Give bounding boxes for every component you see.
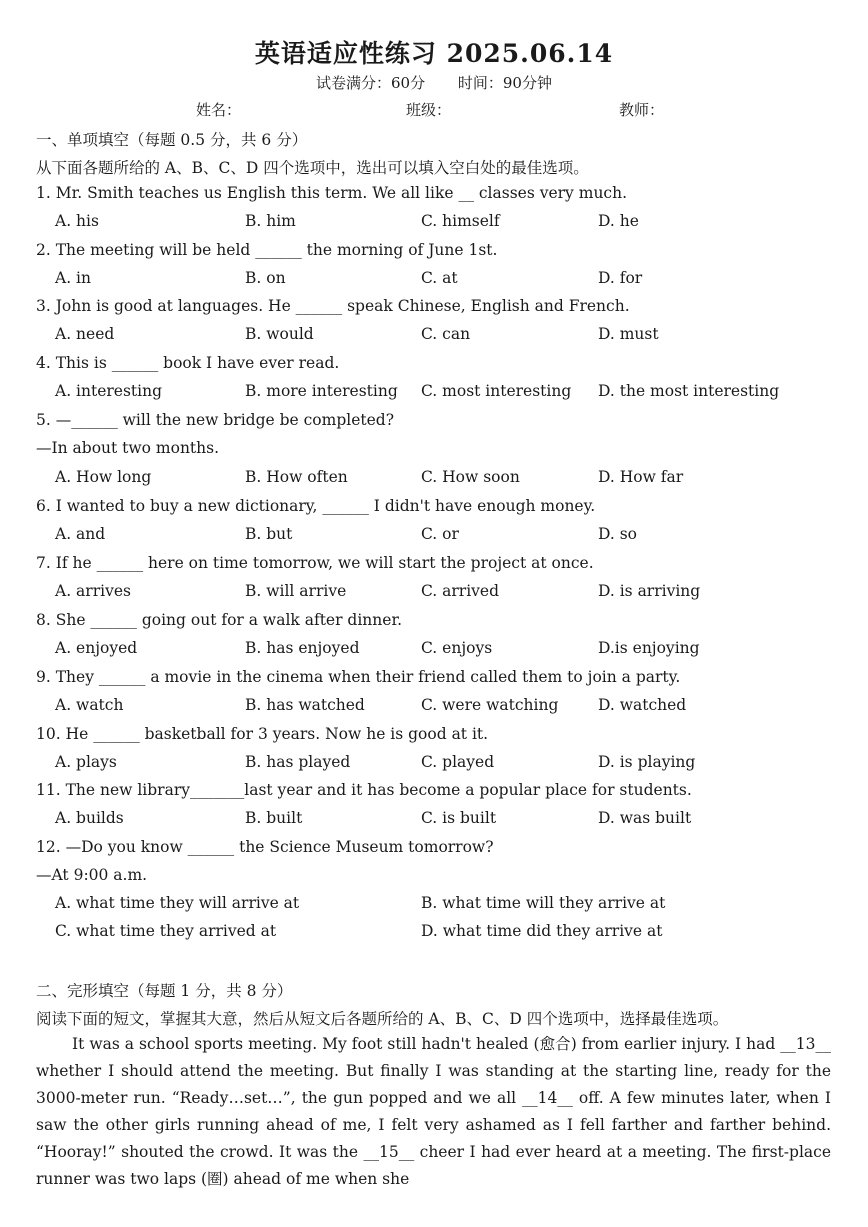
option-c: C. at	[421, 269, 458, 287]
question-8-stem: 8. She ______ going out for a walk after dinner.	[36, 611, 403, 629]
section2-heading: 二、完形填空（每题 1 分，共 8 分）	[36, 982, 293, 1000]
section2-instruction: 阅读下面的短文，掌握其大意，然后从短文后各题所给的 A、B、C、D 四个选项中，选择最佳选项。	[36, 1010, 729, 1028]
option-c: C. How soon	[421, 468, 520, 486]
option-d: D. what time did they arrive at	[421, 922, 663, 940]
option-a: A. plays	[55, 753, 117, 771]
name-label: 姓名：	[196, 101, 242, 119]
question-4-options	[55, 382, 845, 404]
question-10-stem: 10. He ______ basketball for 3 years. Now he is good at it.	[36, 725, 489, 743]
question-3-options	[55, 325, 845, 347]
option-d: D. is arriving	[598, 582, 701, 600]
option-b: B. him	[245, 212, 296, 230]
option-b: B. has enjoyed	[245, 639, 360, 657]
option-b: B. will arrive	[245, 582, 347, 600]
option-a: A. what time they will arrive at	[55, 894, 300, 912]
question-2-stem: 2. The meeting will be held ______ the morning of June 1st.	[36, 241, 498, 259]
option-c: C. is built	[421, 809, 497, 827]
option-a: A. enjoyed	[55, 639, 138, 657]
question-12-options-row1	[55, 894, 845, 916]
option-a: A. in	[55, 269, 91, 287]
cloze-passage-text: It was a school sports meeting. My foot still hadn't healed (愈合) from earlier injury. I had __13__ whether I should attend the meeting. But finally I was standing at the starting line, ready for the 3000-meter run. “Ready…set…”, the gun popped and we all __14__ off. A few minutes later, when I saw the other girls running ahead of me, I felt very ashamed as I fell farther and farther behind. “Hooray!” shouted the crowd. It was the __15__ cheer I had ever heard at a meeting. The first-place runner was two laps (圈) ahead of me when she	[36, 1035, 831, 1188]
exam-subtitle	[0, 72, 868, 93]
question-10-options	[55, 753, 845, 775]
option-b: B. How often	[245, 468, 348, 486]
option-d: D. he	[598, 212, 639, 230]
option-b: B. but	[245, 525, 293, 543]
question-5-options	[55, 468, 845, 490]
exam-time: 时间：90分钟	[457, 74, 552, 92]
option-d: D. the most interesting	[598, 382, 780, 400]
option-d: D. is playing	[598, 753, 696, 771]
option-c: C. played	[421, 753, 495, 771]
option-c: C. can	[421, 325, 471, 343]
question-1-options	[55, 212, 845, 234]
question-6-options	[55, 525, 845, 547]
option-a: A. his	[55, 212, 99, 230]
option-b: B. built	[245, 809, 303, 827]
option-c: C. most interesting	[421, 382, 572, 400]
question-9-stem: 9. They ______ a movie in the cinema when their friend called them to join a party.	[36, 668, 681, 686]
option-b: B. would	[245, 325, 314, 343]
option-c: C. himself	[421, 212, 500, 230]
question-7-stem: 7. If he ______ here on time tomorrow, we will start the project at once.	[36, 554, 594, 572]
question-12-answer-line: —At 9:00 a.m.	[36, 866, 148, 884]
option-c: C. were watching	[421, 696, 559, 714]
question-7-options	[55, 582, 845, 604]
option-a: A. need	[55, 325, 115, 343]
question-2-options	[55, 269, 845, 291]
option-a: A. interesting	[55, 382, 163, 400]
question-12-options-row2	[55, 922, 845, 944]
cloze-passage	[36, 1031, 831, 1193]
option-b: B. more interesting	[245, 382, 398, 400]
option-d: D. was built	[598, 809, 692, 827]
option-b: B. what time will they arrive at	[421, 894, 666, 912]
option-c: C. arrived	[421, 582, 500, 600]
question-3-stem: 3. John is good at languages. He ______ speak Chinese, English and French.	[36, 297, 630, 315]
option-b: B. on	[245, 269, 286, 287]
option-d: D. How far	[598, 468, 684, 486]
question-11-stem: 11. The new library_______last year and it has become a popular place for students.	[36, 781, 692, 799]
question-9-options	[55, 696, 845, 718]
option-a: A. builds	[55, 809, 124, 827]
question-8-options	[55, 639, 845, 661]
option-c: C. what time they arrived at	[55, 922, 277, 940]
option-b: B. has played	[245, 753, 351, 771]
question-11-options	[55, 809, 845, 831]
question-1-stem: 1. Mr. Smith teaches us English this term. We all like __ classes very much.	[36, 184, 628, 202]
section1-heading: 一、单项填空（每题 0.5 分，共 6 分）	[36, 131, 308, 149]
option-d: D. watched	[598, 696, 687, 714]
option-a: A. arrives	[55, 582, 131, 600]
class-label: 班级：	[406, 101, 452, 119]
option-a: A. and	[55, 525, 106, 543]
question-12-stem: 12. —Do you know ______ the Science Museum tomorrow?	[36, 838, 494, 856]
question-5-stem: 5. —______ will the new bridge be completed?	[36, 411, 395, 429]
option-a: A. watch	[55, 696, 124, 714]
option-a: A. How long	[55, 468, 152, 486]
question-5-answer-line: —In about two months.	[36, 439, 220, 457]
exam-title: 英语适应性练习 2025.06.14	[254, 39, 614, 68]
option-d: D.is enjoying	[598, 639, 700, 657]
question-4-stem: 4. This is ______ book I have ever read.	[36, 354, 340, 372]
section1-instruction: 从下面各题所给的 A、B、C、D 四个选项中，选出可以填入空白处的最佳选项。	[36, 159, 589, 177]
full-score: 试卷满分：60分	[316, 74, 426, 92]
option-d: D. for	[598, 269, 643, 287]
option-c: C. enjoys	[421, 639, 493, 657]
option-c: C. or	[421, 525, 459, 543]
option-d: D. so	[598, 525, 638, 543]
teacher-label: 教师：	[619, 101, 665, 119]
option-d: D. must	[598, 325, 659, 343]
question-6-stem: 6. I wanted to buy a new dictionary, ______ I didn't have enough money.	[36, 497, 596, 515]
option-b: B. has watched	[245, 696, 365, 714]
